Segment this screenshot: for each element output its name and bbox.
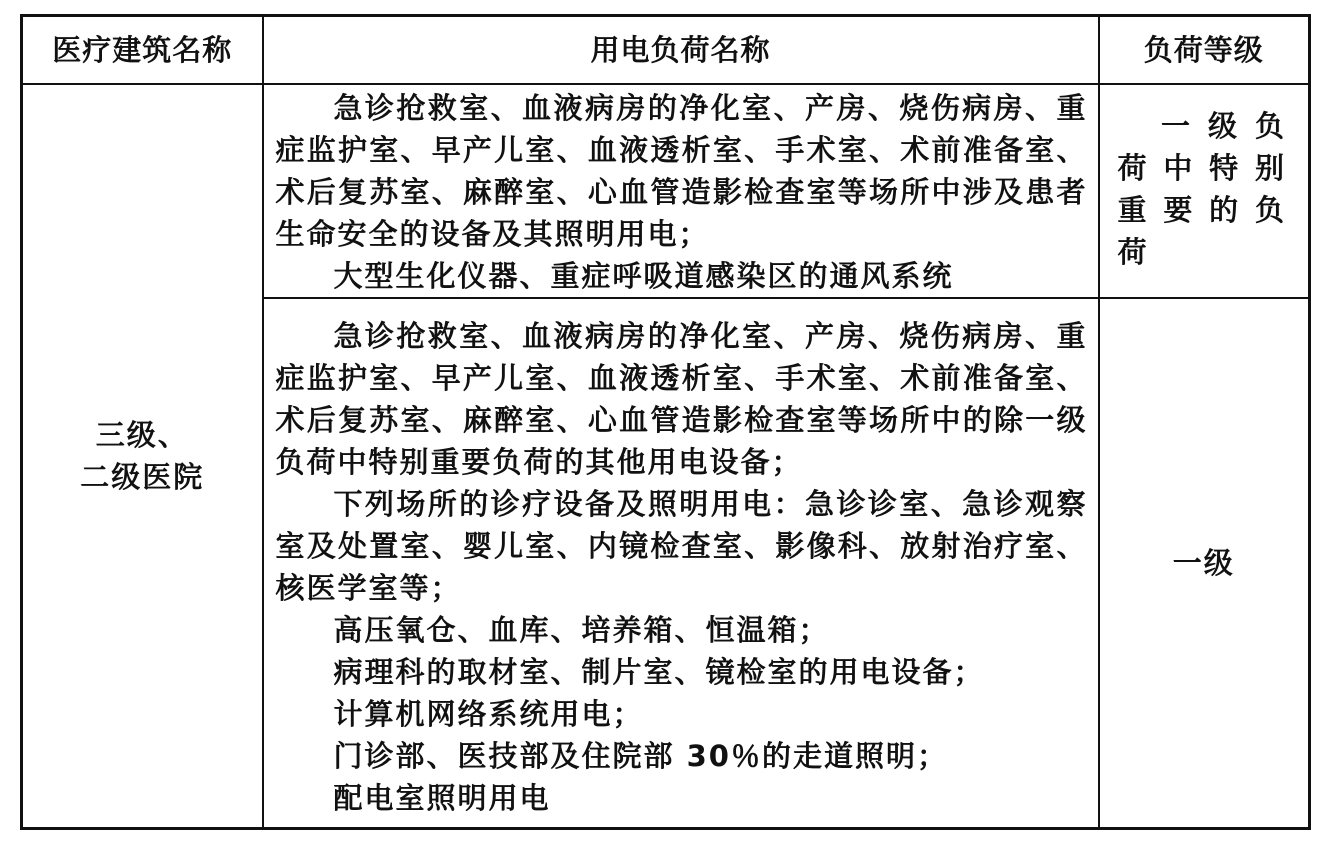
header-row	[22, 16, 1310, 84]
load-paragraph: 下列场所的诊疗设备及照明用电：急诊诊室、急诊观察室及处置室、婴儿室、内镜检查室、影像科、放射治疗室、核医学室等；	[275, 486, 1088, 605]
load-paragraph: 配电室照明用电	[333, 780, 551, 815]
loads-cell	[263, 84, 1099, 298]
load-paragraph: 大型生化仪器、重症呼吸道感染区的通风系统	[333, 258, 954, 293]
building-name-line1: 三级、	[95, 417, 189, 452]
load-paragraph: 门诊部、医技部及住院部 30％的走道照明；	[333, 738, 948, 773]
header-loads: 用电负荷名称	[263, 16, 1099, 84]
load-classification-table	[20, 14, 1311, 830]
level-cell: 一级	[1099, 298, 1310, 829]
load-paragraph: 病理科的取材室、制片室、镜检室的用电设备；	[333, 654, 985, 689]
loads-cell	[263, 298, 1099, 829]
load-paragraph: 计算机网络系统用电；	[333, 696, 644, 731]
header-level: 负荷等级	[1099, 16, 1310, 84]
building-name-cell	[22, 84, 263, 829]
table-row	[22, 84, 1310, 298]
load-paragraph: 急诊抢救室、血液病房的净化室、产房、烧伤病房、重症监护室、早产儿室、血液透析室、手术室、术前准备室、术后复苏室、麻醉室、心血管造影检查室等场所中涉及患者生命安全的设备及其照明用电；	[275, 90, 1088, 251]
load-paragraph: 高压氧仓、血库、培养箱、恒温箱；	[333, 612, 830, 647]
building-name-line2: 二级医院	[80, 459, 205, 494]
load-paragraph: 急诊抢救室、血液病房的净化室、产房、烧伤病房、重症监护室、早产儿室、血液透析室、手术室、术前准备室、术后复苏室、麻醉室、心血管造影检查室等场所中的除一级负荷中特别重要负荷的其他用电设备；	[275, 318, 1088, 479]
header-building: 医疗建筑名称	[22, 16, 263, 84]
level-cell: 一级负荷中特别重要的负荷	[1099, 84, 1310, 298]
